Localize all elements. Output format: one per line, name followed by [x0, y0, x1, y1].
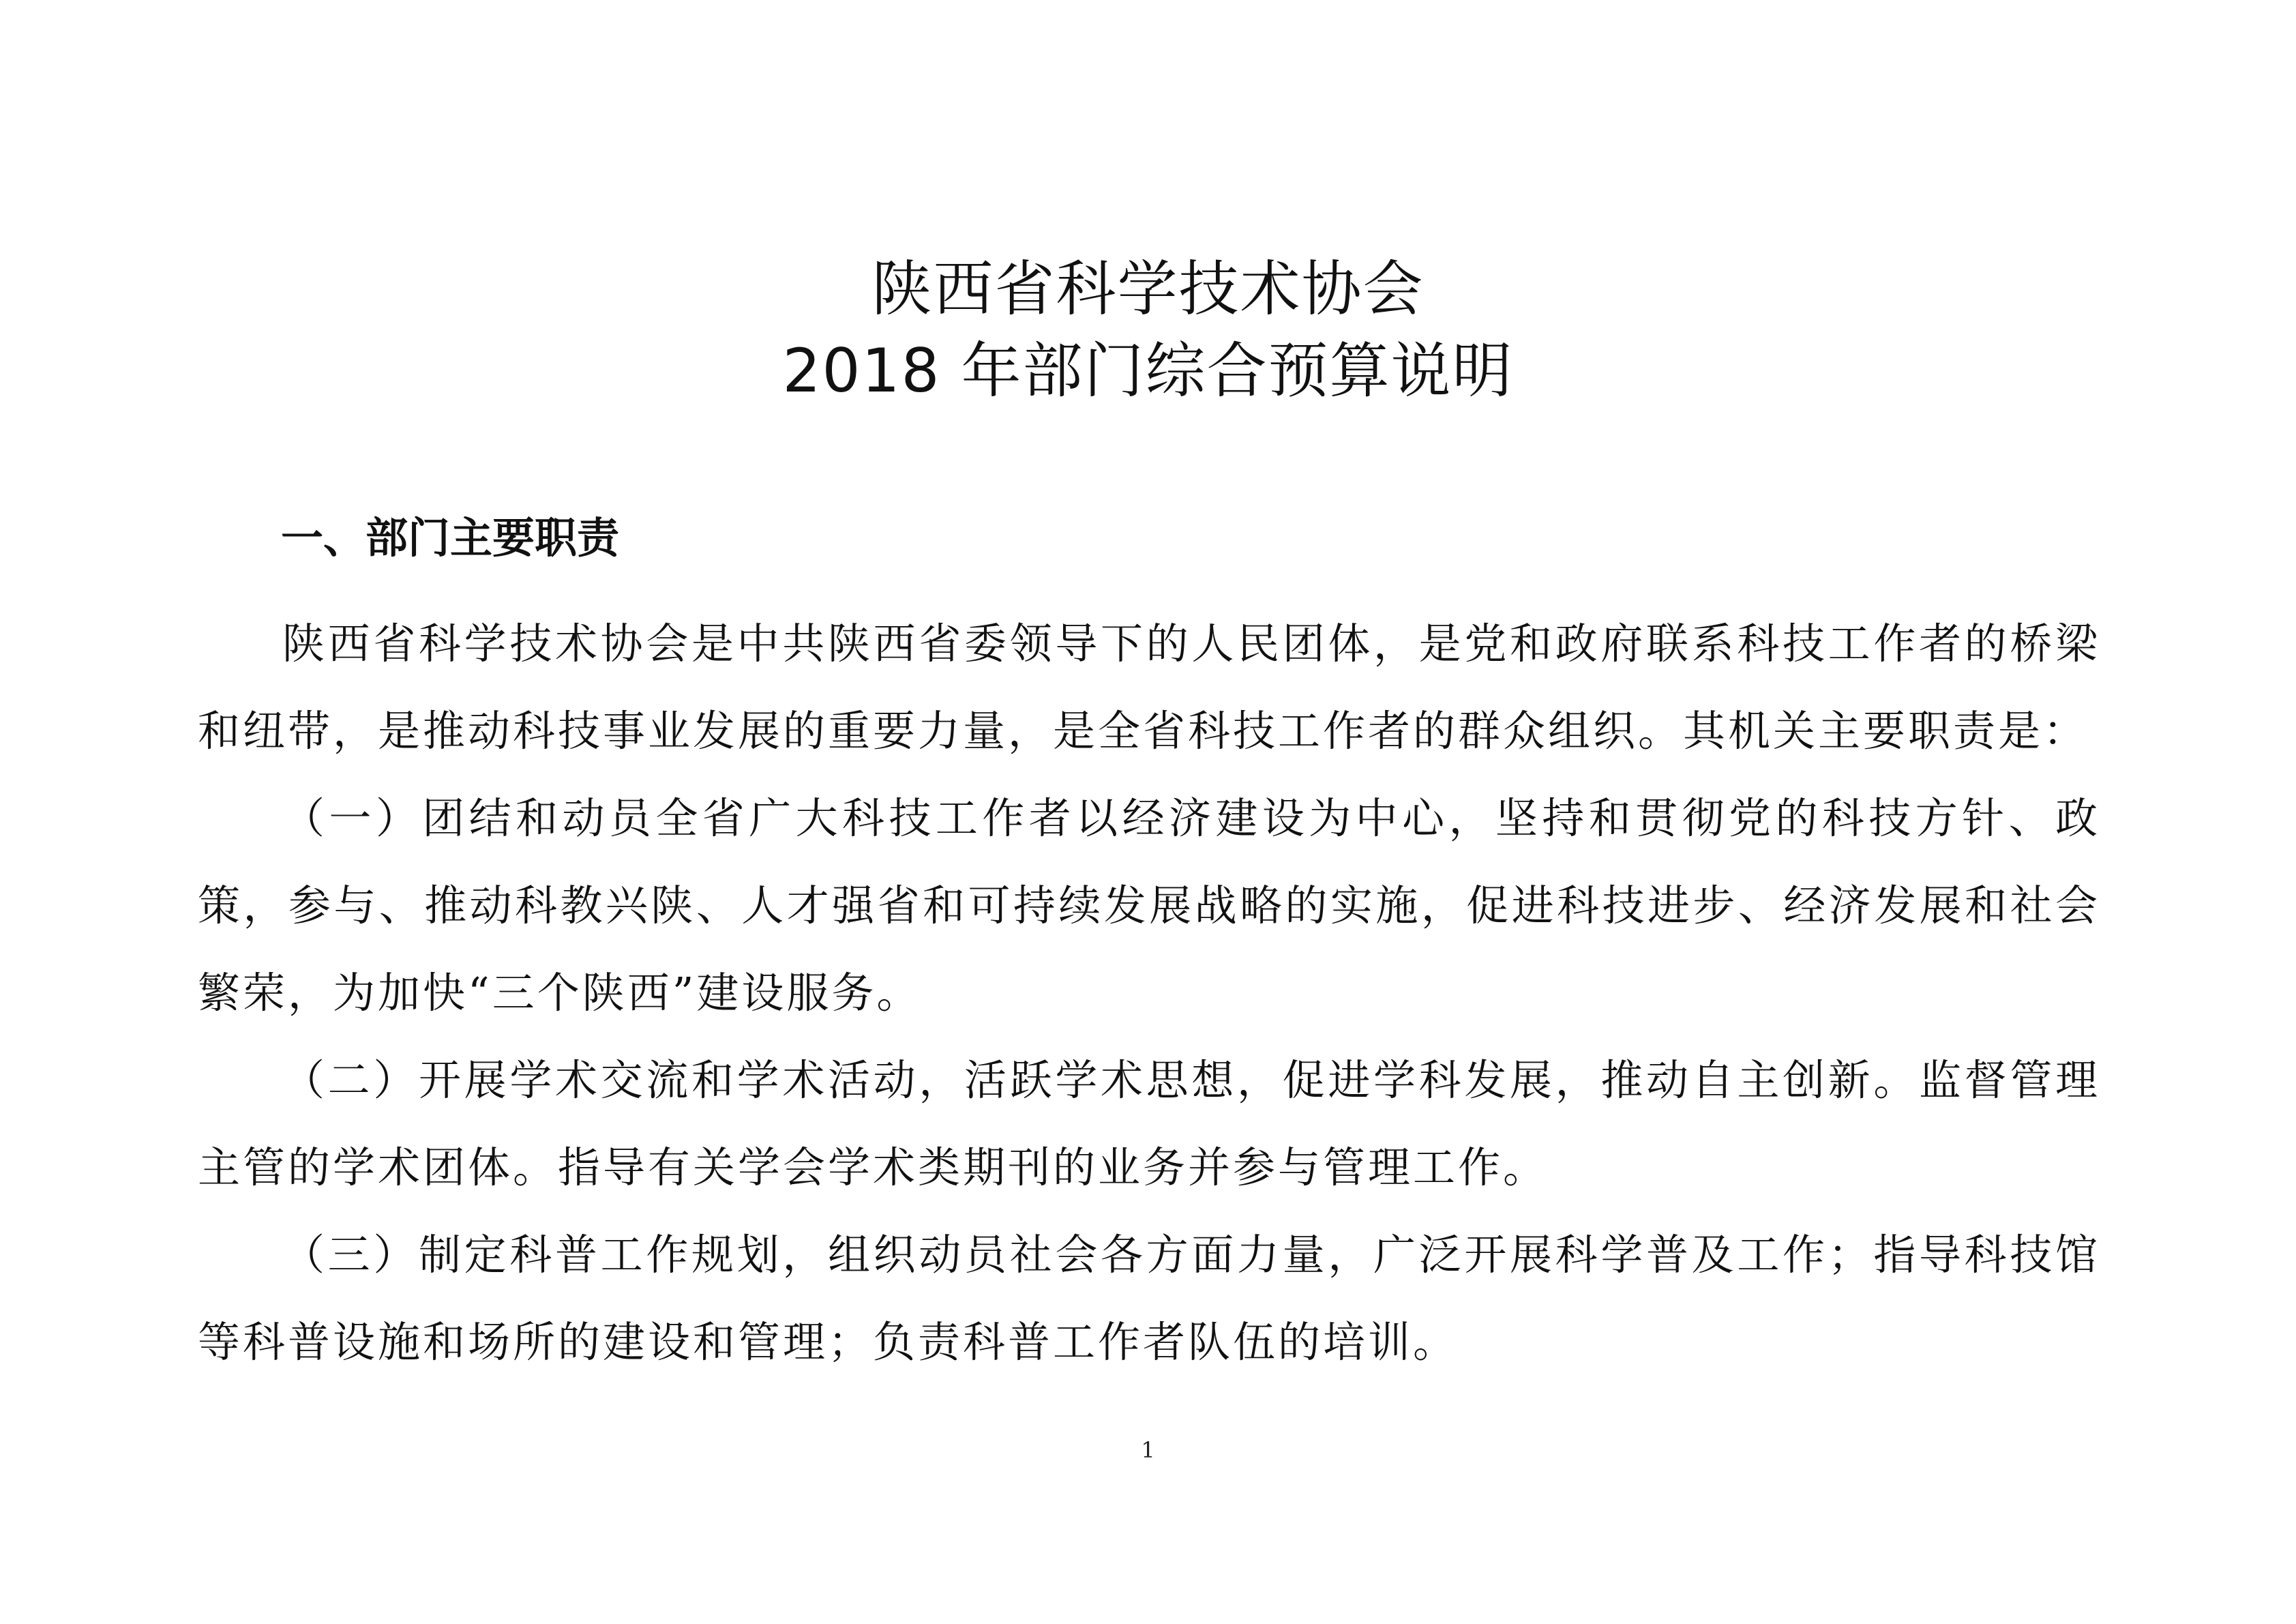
document-title-line-1: 陕西省科学技术协会: [871, 254, 1425, 324]
paragraph-duty-3: （三）制定科普工作规划，组织动员社会各方面力量，广泛开展科学普及工作；指导科技馆等科普设施和场所的建设和管理；负责科普工作者队伍的培训。: [198, 1230, 2100, 1367]
page-number: 1: [1141, 1437, 1155, 1463]
document-title-line-2: 2018 年部门综合预算说明: [782, 336, 1514, 406]
paragraph-duty-1: （一）团结和动员全省广大科技工作者以经济建设为中心，坚持和贯彻党的科技方针、政策，参与、推动科教兴陕、人才强省和可持续发展战略的实施，促进科技进步、经济发展和社会繁荣，为加快“三个陕西”建设服务。: [198, 793, 2100, 1018]
section-heading: 一、部门主要职责: [281, 513, 620, 563]
paragraph-duty-2: （二）开展学术交流和学术活动，活跃学术思想，促进学科发展，推动自主创新。监督管理主管的学术团体。指导有关学会学术类期刊的业务并参与管理工作。: [198, 1055, 2100, 1192]
paragraph-intro: 陕西省科学技术协会是中共陕西省委领导下的人民团体，是党和政府联系科技工作者的桥梁和纽带，是推动科技事业发展的重要力量，是全省科技工作者的群众组织。其机关主要职责是：: [198, 619, 2100, 756]
document-body: [198, 600, 2100, 1386]
